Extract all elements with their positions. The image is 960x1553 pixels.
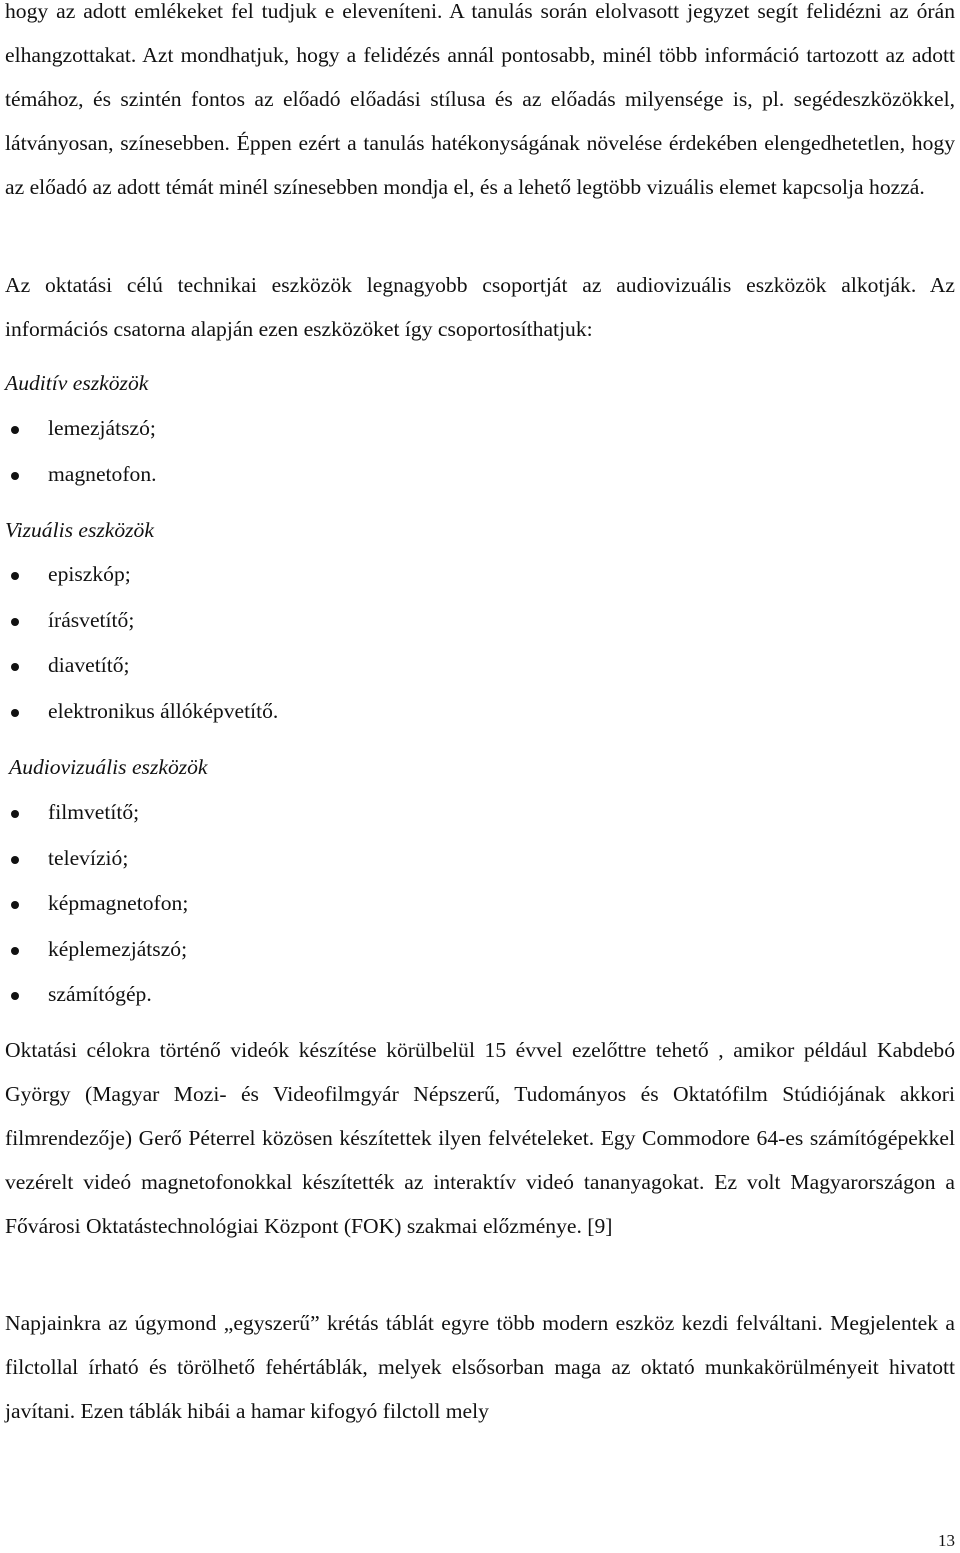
paragraph-memory: hogy az adott emlékeket fel tudjuk e eleveníteni. A tanulás során elolvasott jegyzet segít felidézni az órán elhangzottakat. Azt mondhatjuk, hogy a felidézés annál pontosabb, minél több információ tartozott az adott témához, és szintén fontos az előadó előadási stílusa és az előadás milyensége is, pl. segédeszközökkel, látványosan, színesebben. Éppen ezért a tanulás hatékonyságának növelése érdekében elengedhetetlen, hogy az előadó az adott témát minél színesebben mondja el, és a lehető legtöbb vizuális elemet kapcsolja hozzá. — [5, 0, 955, 199]
page-number: 13 — [938, 1531, 955, 1550]
bullet-icon — [11, 901, 19, 909]
list-item: lemezjátszó; — [5, 406, 157, 452]
list-item: számítógép. — [5, 972, 188, 1018]
bullet-icon — [11, 426, 19, 434]
list-audiovisual-tools — [5, 790, 188, 1018]
bullet-icon — [11, 472, 19, 480]
list-visual-tools — [5, 552, 278, 734]
list-item: filmvetítő; — [5, 790, 188, 836]
list-item: televízió; — [5, 836, 188, 882]
paragraph-av-tools-intro: Az oktatási célú technikai eszközök legnagyobb csoportját az audiovizuális eszközök alkotják. Az információs csatorna alapján ezen eszközöket így csoportosíthatjuk: — [5, 273, 955, 341]
list-item: diavetítő; — [5, 643, 278, 689]
list-item: episzkóp; — [5, 552, 278, 598]
bullet-icon — [11, 992, 19, 1000]
list-item: elektronikus állóképvetítő. — [5, 689, 278, 735]
list-item: írásvetítő; — [5, 598, 278, 644]
list-item: képlemezjátszó; — [5, 927, 188, 973]
bullet-icon — [11, 618, 19, 626]
paragraph-video-history: Oktatási célokra történő videók készítése körülbelül 15 évvel ezelőttre tehető , amikor például Kabdebó György (Magyar Mozi- és Videofilmgyár Népszerű, Tudományos és Oktatófilm Stúdiójának akkori filmrendezője) Gerő Péterrel közösen készítettek ilyen felvételeket. Egy Commodore 64-es számítógépekkel vezérelt videó magnetofonokkal készítették az interaktív videó tananyagokat. Ez volt Magyarországon a Fővárosi Oktatástechnológiai Központ (FOK) szakmai előzménye. [9] — [5, 1038, 955, 1238]
heading-auditory-tools: Auditív eszközök — [5, 371, 149, 395]
heading-visual-tools: Vizuális eszközök — [5, 518, 154, 542]
list-item: magnetofon. — [5, 452, 157, 498]
paragraph-whiteboards: Napjainkra az úgymond „egyszerű” krétás táblát egyre több modern eszköz kezdi felváltani. Megjelentek a filctollal írható és törölhető fehértáblák, melyek elsősorban maga az oktató munkakörülményeit hivatott javítani. Ezen táblák hibái a hamar kifogyó filctoll mely — [5, 1311, 955, 1423]
bullet-icon — [11, 810, 19, 818]
list-auditory-tools — [5, 406, 157, 497]
bullet-icon — [11, 947, 19, 955]
bullet-icon — [11, 856, 19, 864]
list-item: képmagnetofon; — [5, 881, 188, 927]
bullet-icon — [11, 709, 19, 717]
bullet-icon — [11, 572, 19, 580]
heading-audiovisual-tools: Audiovizuális eszközök — [9, 755, 208, 779]
bullet-icon — [11, 663, 19, 671]
